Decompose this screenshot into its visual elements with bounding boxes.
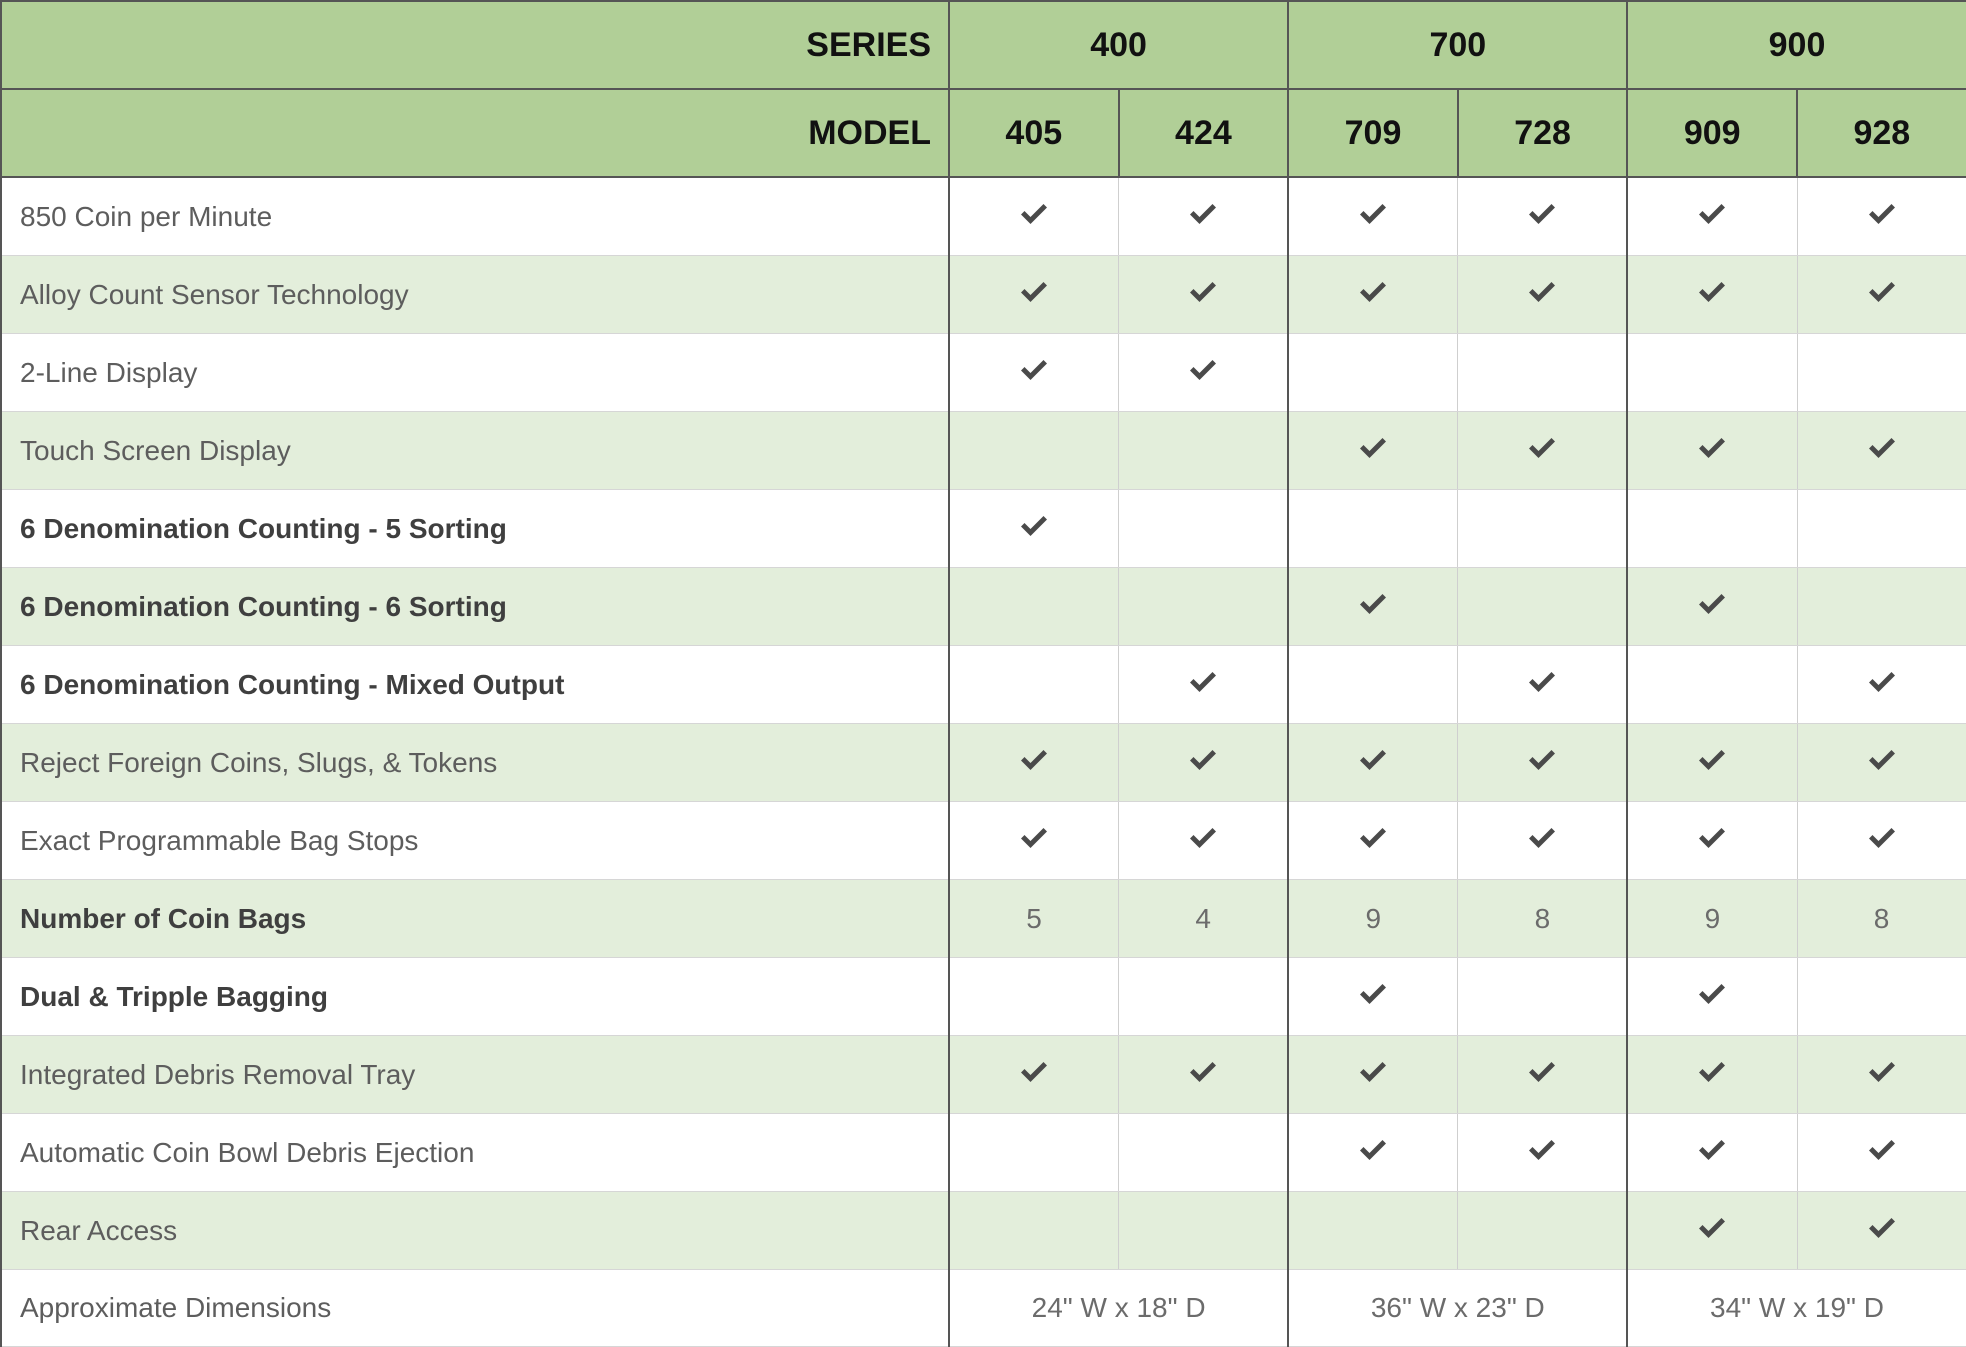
check-icon bbox=[1867, 1216, 1897, 1240]
check-icon bbox=[1697, 982, 1727, 1006]
feature-label: Dual & Tripple Bagging bbox=[1, 958, 949, 1036]
model-424-header: 424 bbox=[1119, 89, 1289, 177]
feature-label: 6 Denomination Counting - Mixed Output bbox=[1, 646, 949, 724]
feature-label: 6 Denomination Counting - 6 Sorting bbox=[1, 568, 949, 646]
table-row bbox=[1, 256, 1966, 334]
cell-model-728 bbox=[1458, 334, 1628, 412]
cell-model-728 bbox=[1458, 177, 1628, 256]
check-icon bbox=[1527, 670, 1557, 694]
cell-model-405 bbox=[949, 958, 1119, 1036]
check-icon bbox=[1867, 748, 1897, 772]
cell-model-909 bbox=[1627, 412, 1797, 490]
cell-model-728 bbox=[1458, 724, 1628, 802]
cell-model-709 bbox=[1288, 334, 1458, 412]
cell-model-424 bbox=[1119, 646, 1289, 724]
cell-model-709 bbox=[1288, 880, 1458, 958]
cell-model-424 bbox=[1119, 958, 1289, 1036]
cell-model-928 bbox=[1797, 412, 1966, 490]
cell-model-928 bbox=[1797, 568, 1966, 646]
table-row bbox=[1, 646, 1966, 724]
cell-model-909 bbox=[1627, 1036, 1797, 1114]
check-icon bbox=[1358, 1138, 1388, 1162]
model-909-header: 909 bbox=[1627, 89, 1797, 177]
check-icon bbox=[1527, 748, 1557, 772]
check-icon bbox=[1527, 436, 1557, 460]
cell-model-424 bbox=[1119, 1114, 1289, 1192]
check-icon bbox=[1527, 1138, 1557, 1162]
check-icon bbox=[1867, 670, 1897, 694]
cell-model-405 bbox=[949, 256, 1119, 334]
feature-label: Alloy Count Sensor Technology bbox=[1, 256, 949, 334]
check-icon bbox=[1188, 202, 1218, 226]
cell-model-728 bbox=[1458, 412, 1628, 490]
dimensions-label: Approximate Dimensions bbox=[1, 1270, 949, 1347]
feature-label: Exact Programmable Bag Stops bbox=[1, 802, 949, 880]
cell-model-928 bbox=[1797, 880, 1966, 958]
cell-model-709 bbox=[1288, 958, 1458, 1036]
cell-model-928 bbox=[1797, 1192, 1966, 1270]
check-icon bbox=[1697, 748, 1727, 772]
check-icon bbox=[1358, 202, 1388, 226]
cell-model-424 bbox=[1119, 412, 1289, 490]
feature-label: 2-Line Display bbox=[1, 334, 949, 412]
table-row bbox=[1, 880, 1966, 958]
cell-model-928 bbox=[1797, 646, 1966, 724]
table-row bbox=[1, 490, 1966, 568]
check-icon bbox=[1867, 1138, 1897, 1162]
check-icon bbox=[1188, 826, 1218, 850]
model-928-header: 928 bbox=[1797, 89, 1966, 177]
table-row bbox=[1, 958, 1966, 1036]
cell-value: 9 bbox=[1365, 902, 1382, 934]
cell-model-909 bbox=[1627, 256, 1797, 334]
cell-model-405 bbox=[949, 177, 1119, 256]
cell-model-709 bbox=[1288, 177, 1458, 256]
cell-model-424 bbox=[1119, 1036, 1289, 1114]
cell-model-405 bbox=[949, 490, 1119, 568]
check-icon bbox=[1019, 514, 1049, 538]
check-icon bbox=[1697, 202, 1727, 226]
cell-model-928 bbox=[1797, 1114, 1966, 1192]
cell-model-424 bbox=[1119, 880, 1289, 958]
cell-model-709 bbox=[1288, 1036, 1458, 1114]
dimensions-series-900: 34" W x 19" D bbox=[1627, 1270, 1966, 1347]
cell-model-709 bbox=[1288, 412, 1458, 490]
check-icon bbox=[1697, 826, 1727, 850]
cell-model-909 bbox=[1627, 334, 1797, 412]
check-icon bbox=[1527, 1060, 1557, 1084]
cell-model-424 bbox=[1119, 568, 1289, 646]
check-icon bbox=[1019, 748, 1049, 772]
cell-model-405 bbox=[949, 880, 1119, 958]
table-row bbox=[1, 177, 1966, 256]
check-icon bbox=[1019, 202, 1049, 226]
cell-model-405 bbox=[949, 1036, 1119, 1114]
cell-model-728 bbox=[1458, 646, 1628, 724]
check-icon bbox=[1867, 202, 1897, 226]
cell-model-928 bbox=[1797, 1036, 1966, 1114]
check-icon bbox=[1867, 280, 1897, 304]
check-icon bbox=[1188, 670, 1218, 694]
cell-model-728 bbox=[1458, 802, 1628, 880]
cell-model-928 bbox=[1797, 802, 1966, 880]
model-405-header: 405 bbox=[949, 89, 1119, 177]
table-row bbox=[1, 334, 1966, 412]
cell-model-928 bbox=[1797, 334, 1966, 412]
cell-model-405 bbox=[949, 724, 1119, 802]
series-900-header: 900 bbox=[1627, 1, 1966, 89]
cell-model-405 bbox=[949, 568, 1119, 646]
check-icon bbox=[1527, 202, 1557, 226]
cell-model-709 bbox=[1288, 568, 1458, 646]
cell-model-424 bbox=[1119, 802, 1289, 880]
cell-model-928 bbox=[1797, 177, 1966, 256]
table-row bbox=[1, 1192, 1966, 1270]
cell-model-424 bbox=[1119, 177, 1289, 256]
cell-model-424 bbox=[1119, 256, 1289, 334]
table-row bbox=[1, 802, 1966, 880]
cell-model-709 bbox=[1288, 256, 1458, 334]
cell-model-909 bbox=[1627, 646, 1797, 724]
cell-model-709 bbox=[1288, 490, 1458, 568]
table-row bbox=[1, 412, 1966, 490]
feature-label: 6 Denomination Counting - 5 Sorting bbox=[1, 490, 949, 568]
cell-model-728 bbox=[1458, 958, 1628, 1036]
check-icon bbox=[1697, 1138, 1727, 1162]
check-icon bbox=[1527, 280, 1557, 304]
series-label: SERIES bbox=[1, 1, 949, 89]
cell-model-728 bbox=[1458, 568, 1628, 646]
cell-model-728 bbox=[1458, 1036, 1628, 1114]
check-icon bbox=[1358, 436, 1388, 460]
cell-model-728 bbox=[1458, 256, 1628, 334]
cell-model-928 bbox=[1797, 490, 1966, 568]
model-label: MODEL bbox=[1, 89, 949, 177]
cell-model-405 bbox=[949, 802, 1119, 880]
cell-value: 8 bbox=[1873, 902, 1890, 934]
table-row bbox=[1, 1114, 1966, 1192]
check-icon bbox=[1527, 826, 1557, 850]
feature-label: Touch Screen Display bbox=[1, 412, 949, 490]
cell-model-909 bbox=[1627, 724, 1797, 802]
cell-model-909 bbox=[1627, 568, 1797, 646]
cell-model-909 bbox=[1627, 880, 1797, 958]
feature-label: Integrated Debris Removal Tray bbox=[1, 1036, 949, 1114]
dimensions-series-400: 24" W x 18" D bbox=[949, 1270, 1288, 1347]
cell-value: 9 bbox=[1704, 902, 1721, 934]
cell-model-424 bbox=[1119, 1192, 1289, 1270]
check-icon bbox=[1358, 1060, 1388, 1084]
cell-model-709 bbox=[1288, 802, 1458, 880]
cell-model-709 bbox=[1288, 1192, 1458, 1270]
check-icon bbox=[1697, 592, 1727, 616]
check-icon bbox=[1358, 826, 1388, 850]
model-709-header: 709 bbox=[1288, 89, 1458, 177]
cell-model-909 bbox=[1627, 802, 1797, 880]
cell-value: 4 bbox=[1195, 902, 1211, 934]
cell-model-728 bbox=[1458, 1192, 1628, 1270]
check-icon bbox=[1697, 436, 1727, 460]
feature-label: 850 Coin per Minute bbox=[1, 177, 949, 256]
feature-rows bbox=[1, 177, 1966, 1347]
cell-model-405 bbox=[949, 1192, 1119, 1270]
check-icon bbox=[1867, 1060, 1897, 1084]
feature-label: Automatic Coin Bowl Debris Ejection bbox=[1, 1114, 949, 1192]
cell-model-424 bbox=[1119, 724, 1289, 802]
series-700-header: 700 bbox=[1288, 1, 1627, 89]
cell-model-728 bbox=[1458, 490, 1628, 568]
cell-model-928 bbox=[1797, 256, 1966, 334]
model-728-header: 728 bbox=[1458, 89, 1628, 177]
check-icon bbox=[1697, 1060, 1727, 1084]
cell-model-424 bbox=[1119, 334, 1289, 412]
check-icon bbox=[1358, 592, 1388, 616]
check-icon bbox=[1019, 1060, 1049, 1084]
cell-model-728 bbox=[1458, 880, 1628, 958]
feature-label: Rear Access bbox=[1, 1192, 949, 1270]
model-header-row bbox=[1, 89, 1966, 177]
check-icon bbox=[1019, 358, 1049, 382]
cell-value: 5 bbox=[1026, 902, 1042, 934]
feature-label: Number of Coin Bags bbox=[1, 880, 949, 958]
table-row bbox=[1, 1036, 1966, 1114]
check-icon bbox=[1188, 280, 1218, 304]
cell-model-405 bbox=[949, 1114, 1119, 1192]
cell-model-928 bbox=[1797, 958, 1966, 1036]
cell-model-405 bbox=[949, 334, 1119, 412]
check-icon bbox=[1358, 280, 1388, 304]
table-row bbox=[1, 568, 1966, 646]
cell-model-405 bbox=[949, 646, 1119, 724]
check-icon bbox=[1188, 1060, 1218, 1084]
cell-model-909 bbox=[1627, 177, 1797, 256]
check-icon bbox=[1019, 826, 1049, 850]
cell-model-709 bbox=[1288, 1114, 1458, 1192]
cell-model-909 bbox=[1627, 1192, 1797, 1270]
cell-model-909 bbox=[1627, 1114, 1797, 1192]
check-icon bbox=[1358, 748, 1388, 772]
series-400-header: 400 bbox=[949, 1, 1288, 89]
cell-model-728 bbox=[1458, 1114, 1628, 1192]
check-icon bbox=[1188, 358, 1218, 382]
feature-label: Reject Foreign Coins, Slugs, & Tokens bbox=[1, 724, 949, 802]
dimensions-row bbox=[1, 1270, 1966, 1347]
check-icon bbox=[1697, 1216, 1727, 1240]
check-icon bbox=[1697, 280, 1727, 304]
cell-model-405 bbox=[949, 412, 1119, 490]
check-icon bbox=[1867, 826, 1897, 850]
cell-model-709 bbox=[1288, 646, 1458, 724]
cell-model-909 bbox=[1627, 490, 1797, 568]
cell-value: 8 bbox=[1534, 902, 1551, 934]
series-header-row bbox=[1, 1, 1966, 89]
cell-model-909 bbox=[1627, 958, 1797, 1036]
check-icon bbox=[1188, 748, 1218, 772]
dimensions-series-700: 36" W x 23" D bbox=[1288, 1270, 1627, 1347]
cell-model-709 bbox=[1288, 724, 1458, 802]
cell-model-424 bbox=[1119, 490, 1289, 568]
cell-model-928 bbox=[1797, 724, 1966, 802]
check-icon bbox=[1867, 436, 1897, 460]
check-icon bbox=[1019, 280, 1049, 304]
check-icon bbox=[1358, 982, 1388, 1006]
table-row bbox=[1, 724, 1966, 802]
